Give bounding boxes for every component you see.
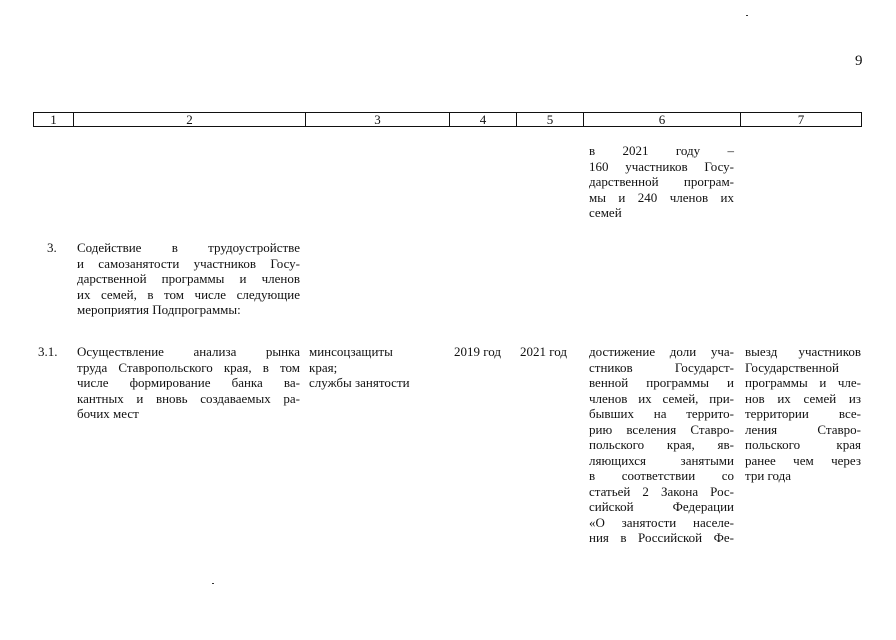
text-line: службы занятости [309, 375, 410, 390]
text-line: программы и чле- [745, 375, 861, 390]
header-col-1: 1 [50, 112, 57, 127]
row-3-1-result [589, 344, 734, 546]
text-line: 160 участников Госу- [589, 158, 734, 174]
text-line: рию вселения Ставро- [589, 421, 734, 437]
text-line: достижение доли уча- [589, 344, 734, 359]
text-line: ляющихся занятыми [589, 452, 734, 468]
text-line: «О занятости населе- [589, 514, 734, 530]
scan-speck [746, 15, 748, 16]
header-col-2: 2 [73, 113, 305, 126]
text-line: и самозанятости участников Госу- [77, 255, 300, 271]
text-line: членов их семей, при- [589, 390, 734, 406]
text-line: польского края [745, 437, 861, 452]
table-header-row [33, 112, 862, 127]
text-line: ния в Российской Фе- [589, 530, 734, 545]
row-3-title [77, 240, 300, 318]
text-line: кантных и вновь создаваемых ра- [77, 390, 300, 406]
text-line: ранее чем через [745, 452, 861, 468]
text-line: Государственной [745, 359, 840, 375]
row-3-1-executor [309, 344, 444, 391]
text-line: труда Ставропольского края, в том [77, 359, 300, 375]
header-col-6: 6 [583, 113, 740, 126]
text-line: сийской Федерации [589, 499, 734, 514]
row-3-1-start-year: 2019 год [454, 344, 501, 359]
continuation-result-cell [589, 143, 734, 221]
row-3-1-name [77, 344, 300, 422]
text-line: мероприятия Подпрограммы: [77, 302, 241, 317]
text-line: Осуществление анализа рынка [77, 344, 300, 359]
text-line: бочих мест [77, 406, 139, 421]
text-line: три года [745, 468, 792, 483]
header-col-4: 4 [449, 113, 516, 126]
row-3-number: 3. [47, 240, 57, 255]
row-3-1-end-year: 2021 год [520, 344, 567, 359]
text-line: числе формирование банка ва- [77, 375, 300, 390]
text-line: мы и 240 членов их [589, 189, 734, 205]
header-col-3: 3 [305, 113, 449, 126]
text-line: нов их семей из [745, 390, 861, 406]
row-3-1-number: 3.1. [38, 344, 58, 359]
header-col-7: 7 [740, 113, 861, 126]
text-line: их семей, в том числе следующие [77, 286, 300, 302]
text-line: выезд участников [745, 344, 861, 359]
text-line: польского края, яв- [589, 437, 734, 452]
text-line: минсоцзащиты [309, 344, 393, 359]
text-line: стников Государст- [589, 359, 734, 375]
text-line: Содействие в трудоустройстве [77, 240, 300, 255]
text-line: дарственной програм- [589, 174, 734, 189]
text-line: в соответствии со [589, 468, 734, 483]
text-line: семей [589, 205, 622, 220]
text-line: дарственной программы и членов [77, 271, 300, 286]
text-line: края; [309, 359, 338, 375]
text-line: бывших на террито- [589, 406, 734, 421]
page-number: 9 [855, 53, 863, 69]
row-3-1-risk [745, 344, 861, 484]
header-col-5: 5 [516, 113, 583, 126]
text-line: в 2021 году – [589, 143, 734, 158]
text-line: венной программы и [589, 375, 734, 390]
scan-speck [212, 583, 214, 584]
text-line: статьей 2 Закона Рос- [589, 483, 734, 499]
text-line: ления Ставро- [745, 421, 861, 437]
text-line: территории все- [745, 406, 861, 421]
